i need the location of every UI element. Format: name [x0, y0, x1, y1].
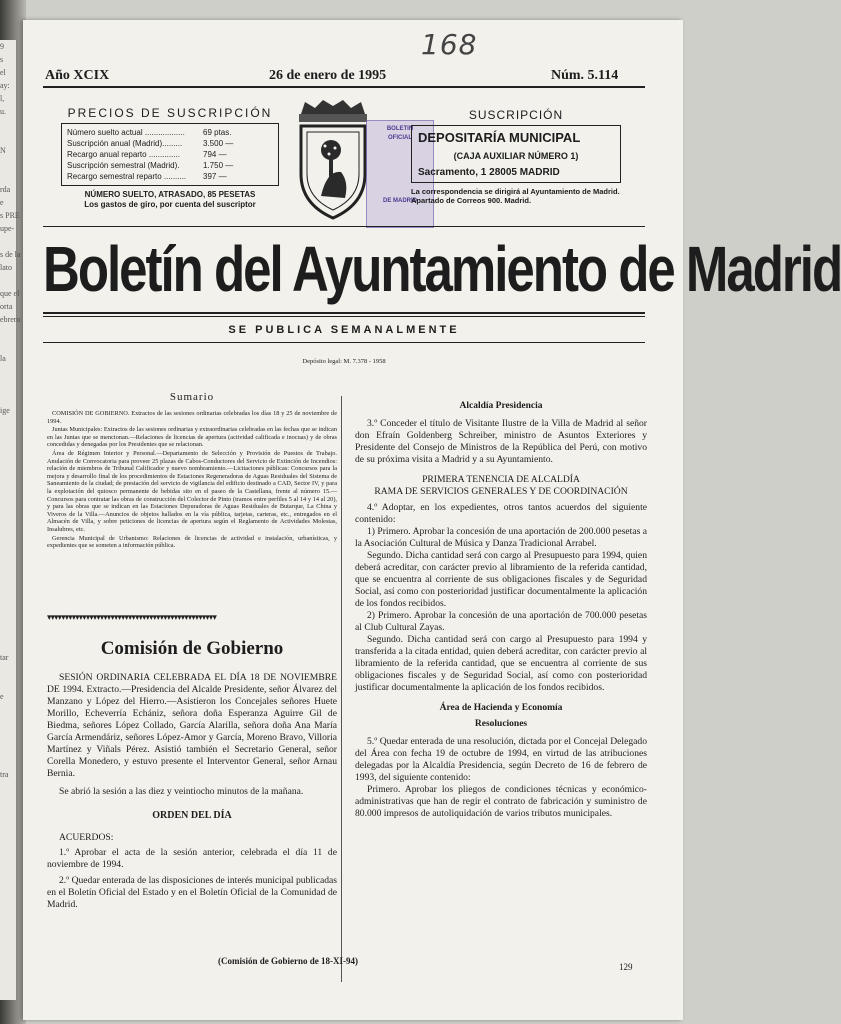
facing-page-fragment — [0, 118, 16, 131]
facing-page-fragment — [0, 508, 16, 521]
facing-page-fragment — [0, 664, 16, 677]
issue-number: Núm. 5.114 — [551, 68, 619, 83]
facing-page-fragment — [0, 417, 16, 430]
agreements-label: ACUERDOS: — [59, 832, 114, 843]
facing-page-fragment: u. — [0, 107, 6, 116]
price-value: 3.500 — — [203, 139, 234, 148]
price-label: Número suelto actual .................. — [67, 128, 185, 137]
facing-page-fragment — [0, 781, 16, 794]
section-tenencia: PRIMERA TENENCIA DE ALCALDÍA — [422, 474, 580, 485]
facing-page-fragment — [0, 625, 16, 638]
facing-page-fragment — [0, 872, 16, 885]
facing-page-fragment — [0, 859, 16, 872]
facing-page-fragment: lato — [0, 263, 12, 272]
issue-date: 26 de enero de 1995 — [269, 68, 387, 83]
masthead-title: Boletín del Ayuntamiento de Madrid — [43, 233, 841, 305]
summary-paragraph: Gerencia Municipal de Urbanismo: Relaciones de licencias de actividad e instalación, urbanísticas, y expedientes que se someten a información pública. — [47, 534, 337, 550]
facing-page-fragment — [0, 703, 16, 716]
session-extract: SESIÓN ORDINARIA CELEBRADA EL DÍA 18 DE NOVIEMBRE DE 1994. Extracto.—Presidencia del Alcalde Presidente, señor Álvarez del Manzano y López del Hierro.—Asistieron los Concejales señores Huete Morillo, Echeverría Echániz, señora doña Esperanza Aguirre Gil de Biedma, señores López Collado, García Alarilla, señora doña Ana María García Armendáriz, señores López-Amor y García, Moreno Bravo, Villoria Martínez y Viñals Pérez. Asistió también el Secretario General, señor Corella Monedero, y estuvo presente el Interventor General, señor Arnau Bernia. — [47, 672, 337, 779]
facing-page-fragment: s — [0, 55, 4, 64]
section-resoluciones: Resoluciones — [474, 719, 528, 729]
price-value: 1.750 — — [203, 161, 234, 170]
masthead-bottom-rule-thin — [43, 316, 645, 317]
summary-paragraph: COMISIÓN DE GOBIERNO. Extractos de las sesiones ordinarias celebradas los días 18 y 25 de noviembre de 1994. — [47, 410, 337, 425]
column-divider — [341, 396, 342, 982]
facing-page-fragment — [0, 573, 16, 586]
summary-title: Sumario — [169, 391, 215, 403]
facing-page-fragment: el — [0, 68, 6, 77]
facing-page-fragment — [0, 612, 16, 625]
depositaria-label: DEPOSITARÍA MUNICIPAL — [418, 130, 581, 145]
facing-page-fragment — [0, 677, 16, 690]
handwritten-number: 168 — [421, 28, 478, 61]
section-title-comision: Comisión de Gobierno — [100, 638, 284, 659]
facing-page-fragment: N — [0, 146, 6, 155]
agenda-item-4: 4.º Adoptar, en los expedientes, otros tantos acuerdos del siguiente contenido: — [355, 502, 647, 525]
facing-page-fragment — [0, 469, 16, 482]
facing-page-fragment — [0, 729, 16, 742]
facing-page-fragment: e — [0, 198, 4, 207]
legal-deposit: Depósito legal: M. 7.378 - 1958 — [302, 358, 386, 365]
subscription-prices — [61, 106, 279, 210]
facing-page-fragment — [0, 430, 16, 443]
bulletin-page — [23, 20, 841, 1020]
weekly-subtitle: SE PUBLICA SEMANALMENTE — [228, 324, 460, 336]
subscription-info — [411, 108, 621, 205]
agenda-item-2: 2.º Quedar enterada de las disposiciones de interés municipal publicadas en el Boletín Oficial del Estado y en el Boletín Oficial de la Comunidad de Madrid. — [47, 875, 337, 910]
price-row — [67, 127, 273, 138]
facing-page-fragment — [0, 807, 16, 820]
section-hacienda: Área de Hacienda y Economía — [439, 703, 563, 713]
facing-page-fragment — [0, 170, 16, 183]
agenda-item-5: 5.º Quedar enterada de una resolución, dictada por el Concejal Delegado del Área con fecha 19 de octubre de 1994, en virtud de las atribuciones delegadas por la Alcaldía Presidencia, según Decreto de 16 de febrero de 1993, del siguiente contenido: — [355, 736, 647, 783]
facing-page-fragment: rda — [0, 185, 11, 194]
facing-page-fragment — [0, 495, 16, 508]
section-alcaldia: Alcaldía Presidencia — [459, 401, 543, 411]
facing-page-fragment — [0, 716, 16, 729]
subtitle-rule — [43, 342, 645, 343]
item-4-1-segundo: Segundo. Dicha cantidad será con cargo al Presupuesto para 1994, quien deberá acreditar, con carácter previo al libramiento de la referida cantidad, que se encuentra al corriente de sus obligaciones fiscales y de Seguridad Social, así como con posterioridad justificar documentalmente la aplicación de los fondos recibidos. — [355, 550, 647, 609]
facing-page-fragment — [0, 638, 16, 651]
facing-page-fragment — [0, 547, 16, 560]
wavy-separator: ▾▾▾▾▾▾▾▾▾▾▾▾▾▾▾▾▾▾▾▾▾▾▾▾▾▾▾▾▾▾▾▾▾▾▾▾▾▾▾▾▾▾▾▾▾▾▾▾ — [47, 612, 216, 622]
stamp-line: DE MADRID — [383, 198, 417, 204]
facing-page-fragment — [0, 560, 16, 573]
facing-page-fragment: upe- — [0, 224, 15, 233]
facing-page-fragment — [0, 521, 16, 534]
facing-page-fragment — [0, 833, 16, 846]
address-label: Sacramento, 1 28005 MADRID — [418, 167, 560, 178]
price-label: Recargo semestral reparto .......... — [67, 172, 187, 181]
madrid-coat-of-arms-icon — [291, 100, 375, 222]
facing-page-fragment: tar — [0, 653, 9, 662]
caja-label: (CAJA AUXILIAR NÚMERO 1) — [453, 151, 579, 161]
facing-page-fragment — [0, 586, 16, 599]
facing-page-fragment — [0, 339, 16, 352]
agenda-item-1: 1.º Aprobar el acta de la sesión anterior, celebrada el día 11 de noviembre de 1994. — [47, 847, 337, 870]
price-value: 397 — — [203, 172, 227, 181]
facing-page-fragment: 9 — [0, 42, 4, 51]
price-row — [67, 138, 273, 149]
summary-body — [47, 410, 337, 551]
agenda-title: ORDEN DEL DÍA — [152, 810, 232, 821]
summary-paragraph: Área de Régimen Interior y Personal.—Departamento de Selección y Provisión de Puestos de Trabajo. Anulación de Convocatoria para proveer 25 plazas de Cabos-Conductores del Servicio de Extinción de Incendios: relación de miembros de Tribunal Calificador y nuevo nombramiento.—Licitaciones públicas: Concursos para la mejora y desarrollo final de los procedimientos de Estaciones Regeneradoras de Aguas Residuales del Sistema de Saneamiento de la ciudad; de prestación del servicio de vigilancia del edificio destinado a CAD, Sector IV, y para la explotación del quiosco permanente de bebidas sito en el paseo de la Castellana, frente al número 15.—Concursos para contratar las obras de construcción del Colector de Pinto (tramos entre perfiles 5 al 14 y 14 al 20), y para las obras que se indican en las Estaciones Depuradoras de Aguas Residuales de Butarque, La China y Viveros de la Villa.—Anuncios de objetos hallados en la vía pública, tarjetas, carteras, etc., entregados en el Almacén de Villa, y sobre peticiones de licencias de apertura según el Reglamento de Actividades Molestas, Insalubres, etc. — [47, 449, 337, 533]
right-column — [355, 400, 647, 820]
facing-page-fragment — [0, 157, 16, 170]
subscription-title: SUSCRIPCIÓN — [468, 108, 564, 122]
facing-page-fragment: orta — [0, 302, 13, 311]
price-value: 69 ptas. — [203, 128, 232, 137]
section-rama: RAMA DE SERVICIOS GENERALES Y DE COORDINACIÓN — [374, 486, 628, 497]
facing-page-edge — [0, 40, 21, 1000]
item-4-2: 2) Primero. Aprobar la concesión de una aportación de 700.000 pesetas al Club Cultural Zayas. — [355, 610, 647, 633]
session-opening: Se abrió la sesión a las diez y veintiocho minutos de la mañana. — [59, 786, 304, 797]
facing-page-fragment: e — [0, 692, 4, 701]
facing-page-fragment — [0, 846, 16, 859]
facing-page-fragment — [0, 131, 16, 144]
price-label: Suscripción anual (Madrid)......... — [67, 139, 183, 148]
facing-page-fragment — [0, 274, 16, 287]
facing-page-fragment — [0, 391, 16, 404]
price-row — [67, 160, 273, 171]
page-footer: (Comisión de Gobierno de 18-XI-94) — [218, 956, 358, 966]
facing-page-fragment — [0, 755, 16, 768]
facing-page-fragment — [0, 326, 16, 339]
price-label: Recargo anual reparto .............. — [67, 150, 180, 159]
facing-page-fragment: ay: — [0, 81, 10, 90]
facing-page-fragment — [0, 443, 16, 456]
masthead-top-rule — [43, 226, 645, 227]
facing-page-fragment — [0, 820, 16, 833]
year-label: Año XCIX — [45, 68, 110, 83]
price-label: Suscripción semestral (Madrid). — [67, 161, 180, 170]
item-4-1: 1) Primero. Aprobar la concesión de una aportación de 200.000 pesetas a la Asociación Cultural de Música y Danza Tradicional Arrabel. — [355, 526, 647, 549]
prices-note-back-issue: NÚMERO SUELTO, ATRASADO, 85 PESETAS — [84, 190, 256, 199]
facing-page-fragment — [0, 742, 16, 755]
correspondence-note: La correspondencia se dirigirá al Ayuntamiento de Madrid. Apartado de Correos 900. Madrid. — [411, 187, 620, 205]
header-rule — [43, 86, 645, 88]
facing-page-fragment — [0, 365, 16, 378]
prices-title: PRECIOS DE SUSCRIPCIÓN — [67, 106, 273, 120]
subscription-box — [411, 125, 621, 183]
facing-page-fragment: s PRE — [0, 211, 20, 220]
facing-page-fragment: ige — [0, 406, 10, 415]
facing-page-fragment — [0, 235, 16, 248]
facing-page-fragment: s de la — [0, 250, 21, 259]
price-row — [67, 149, 273, 160]
agenda-item-3: 3.º Conceder el título de Visitante Ilustre de la Villa de Madrid al señor don Efraín Goldenberg Schreiber, ministro de Asuntos Exteriores y Presidente del Consejo de Ministros de la República del Perú, con motivo de su próxima visita a Madrid y a su Ayuntamiento. — [355, 418, 647, 465]
comision-body — [47, 672, 337, 911]
stamp-line: BOLETIN — [386, 126, 414, 132]
item-4-2-segundo: Segundo. Dicha cantidad será con cargo al Presupuesto para 1994 y transferida a la citada entidad, quien deberá acreditar, con carácter previo al libramiento de la referida cantidad, que se encuentra al corriente de sus obligaciones fiscales y de Seguridad Social, así como con posterioridad justificar documentalmente la aplicación de los fondos recibidos. — [355, 634, 647, 693]
masthead-bottom-rule — [43, 312, 645, 314]
facing-page-fragment — [0, 378, 16, 391]
price-value: 794 — — [203, 150, 227, 159]
facing-page-fragment — [0, 534, 16, 547]
facing-page-fragment — [0, 456, 16, 469]
page-number: 129 — [619, 962, 633, 972]
stamp-line: OFICIAL — [388, 135, 412, 141]
facing-page-fragment: la — [0, 354, 6, 363]
prices-note-fees: Los gastos de giro, por cuenta del suscriptor — [84, 200, 256, 209]
facing-page-fragment — [0, 482, 16, 495]
summary-paragraph: Juntas Municipales: Extractos de las sesiones ordinarias y extraordinarias celebradas en las fechas que se indican en las Juntas que se mencionan.—Relaciones de licencias de apertura (actividad calificada e inocuas) y de obras concedidas y denegadas por los Presidentes que se relacionan. — [47, 426, 337, 449]
facing-page-fragment: tra — [0, 770, 9, 779]
item-5-primero: Primero. Aprobar los pliegos de condiciones técnicas y económico-administrativas que han de regir el contrato de fabricación y suministro de 80.000 impresos de autoliquidación de varios tributos municipales. — [355, 784, 647, 819]
facing-page-fragment: l, — [0, 94, 5, 103]
facing-page-fragment — [0, 794, 16, 807]
price-row — [67, 171, 273, 182]
prices-table — [61, 123, 279, 186]
facing-page-fragment: que el — [0, 289, 20, 298]
facing-page-fragment: ebrero — [0, 315, 21, 324]
facing-page-fragment — [0, 599, 16, 612]
